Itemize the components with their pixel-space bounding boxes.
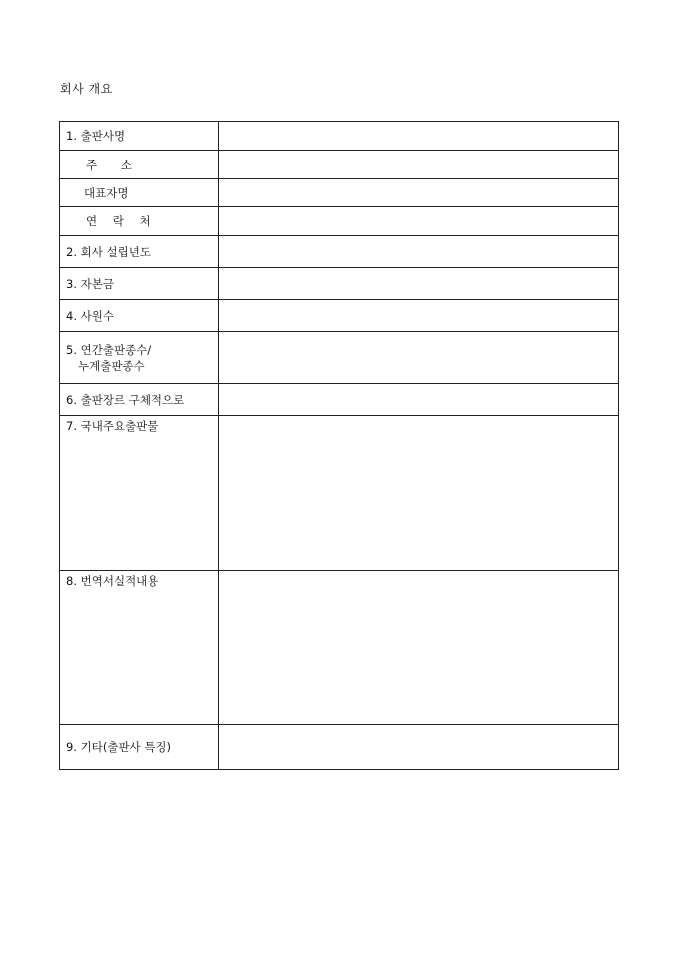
- form-row-major-publications: [60, 416, 619, 571]
- label-representative: 대표자명: [84, 185, 129, 200]
- form-row-founding-year: [60, 236, 619, 268]
- form-row-translation-record: [60, 571, 619, 725]
- label-publisher-name: 1. 출판사명: [60, 122, 219, 151]
- label-founding-year: 2. 회사 설립년도: [60, 236, 219, 268]
- label-representative-cell: [60, 179, 219, 207]
- label-publication-count-line2: 누계출판종수: [78, 358, 145, 373]
- field-major-publications[interactable]: [219, 416, 619, 571]
- label-translation-record: 8. 번역서실적내용: [60, 571, 219, 725]
- form-row-publisher-name: [60, 122, 619, 151]
- field-publisher-name[interactable]: [219, 122, 619, 151]
- label-publication-count-cell: [60, 332, 219, 384]
- label-employees: 4. 사원수: [60, 300, 219, 332]
- field-address[interactable]: [219, 151, 619, 179]
- form-row-contact: [60, 207, 619, 236]
- label-contact: 연 락 처: [86, 214, 157, 228]
- form-row-genres: [60, 384, 619, 416]
- form-row-representative: [60, 179, 619, 207]
- form-row-publication-count: [60, 332, 619, 384]
- field-contact[interactable]: [219, 207, 619, 236]
- field-publication-count[interactable]: [219, 332, 619, 384]
- label-major-publications: 7. 국내주요출판물: [60, 416, 219, 571]
- label-other: 9. 기타(출판사 특징): [60, 725, 219, 770]
- form-row-employees: [60, 300, 619, 332]
- field-translation-record[interactable]: [219, 571, 619, 725]
- document-title: 회사 개요: [60, 82, 113, 96]
- label-address: 주 소: [86, 157, 142, 172]
- field-founding-year[interactable]: [219, 236, 619, 268]
- label-address-cell: [60, 151, 219, 179]
- form-row-address: [60, 151, 619, 179]
- field-other[interactable]: [219, 725, 619, 770]
- label-genres: 6. 출판장르 구체적으로: [60, 384, 219, 416]
- field-employees[interactable]: [219, 300, 619, 332]
- company-overview-form: [59, 121, 619, 770]
- form-row-capital: [60, 268, 619, 300]
- label-capital: 3. 자본금: [60, 268, 219, 300]
- field-genres[interactable]: [219, 384, 619, 416]
- field-representative[interactable]: [219, 179, 619, 207]
- field-capital[interactable]: [219, 268, 619, 300]
- form-row-other: [60, 725, 619, 770]
- label-contact-cell: [60, 207, 219, 236]
- label-publication-count-line1: 5. 연간출판종수/: [66, 342, 152, 357]
